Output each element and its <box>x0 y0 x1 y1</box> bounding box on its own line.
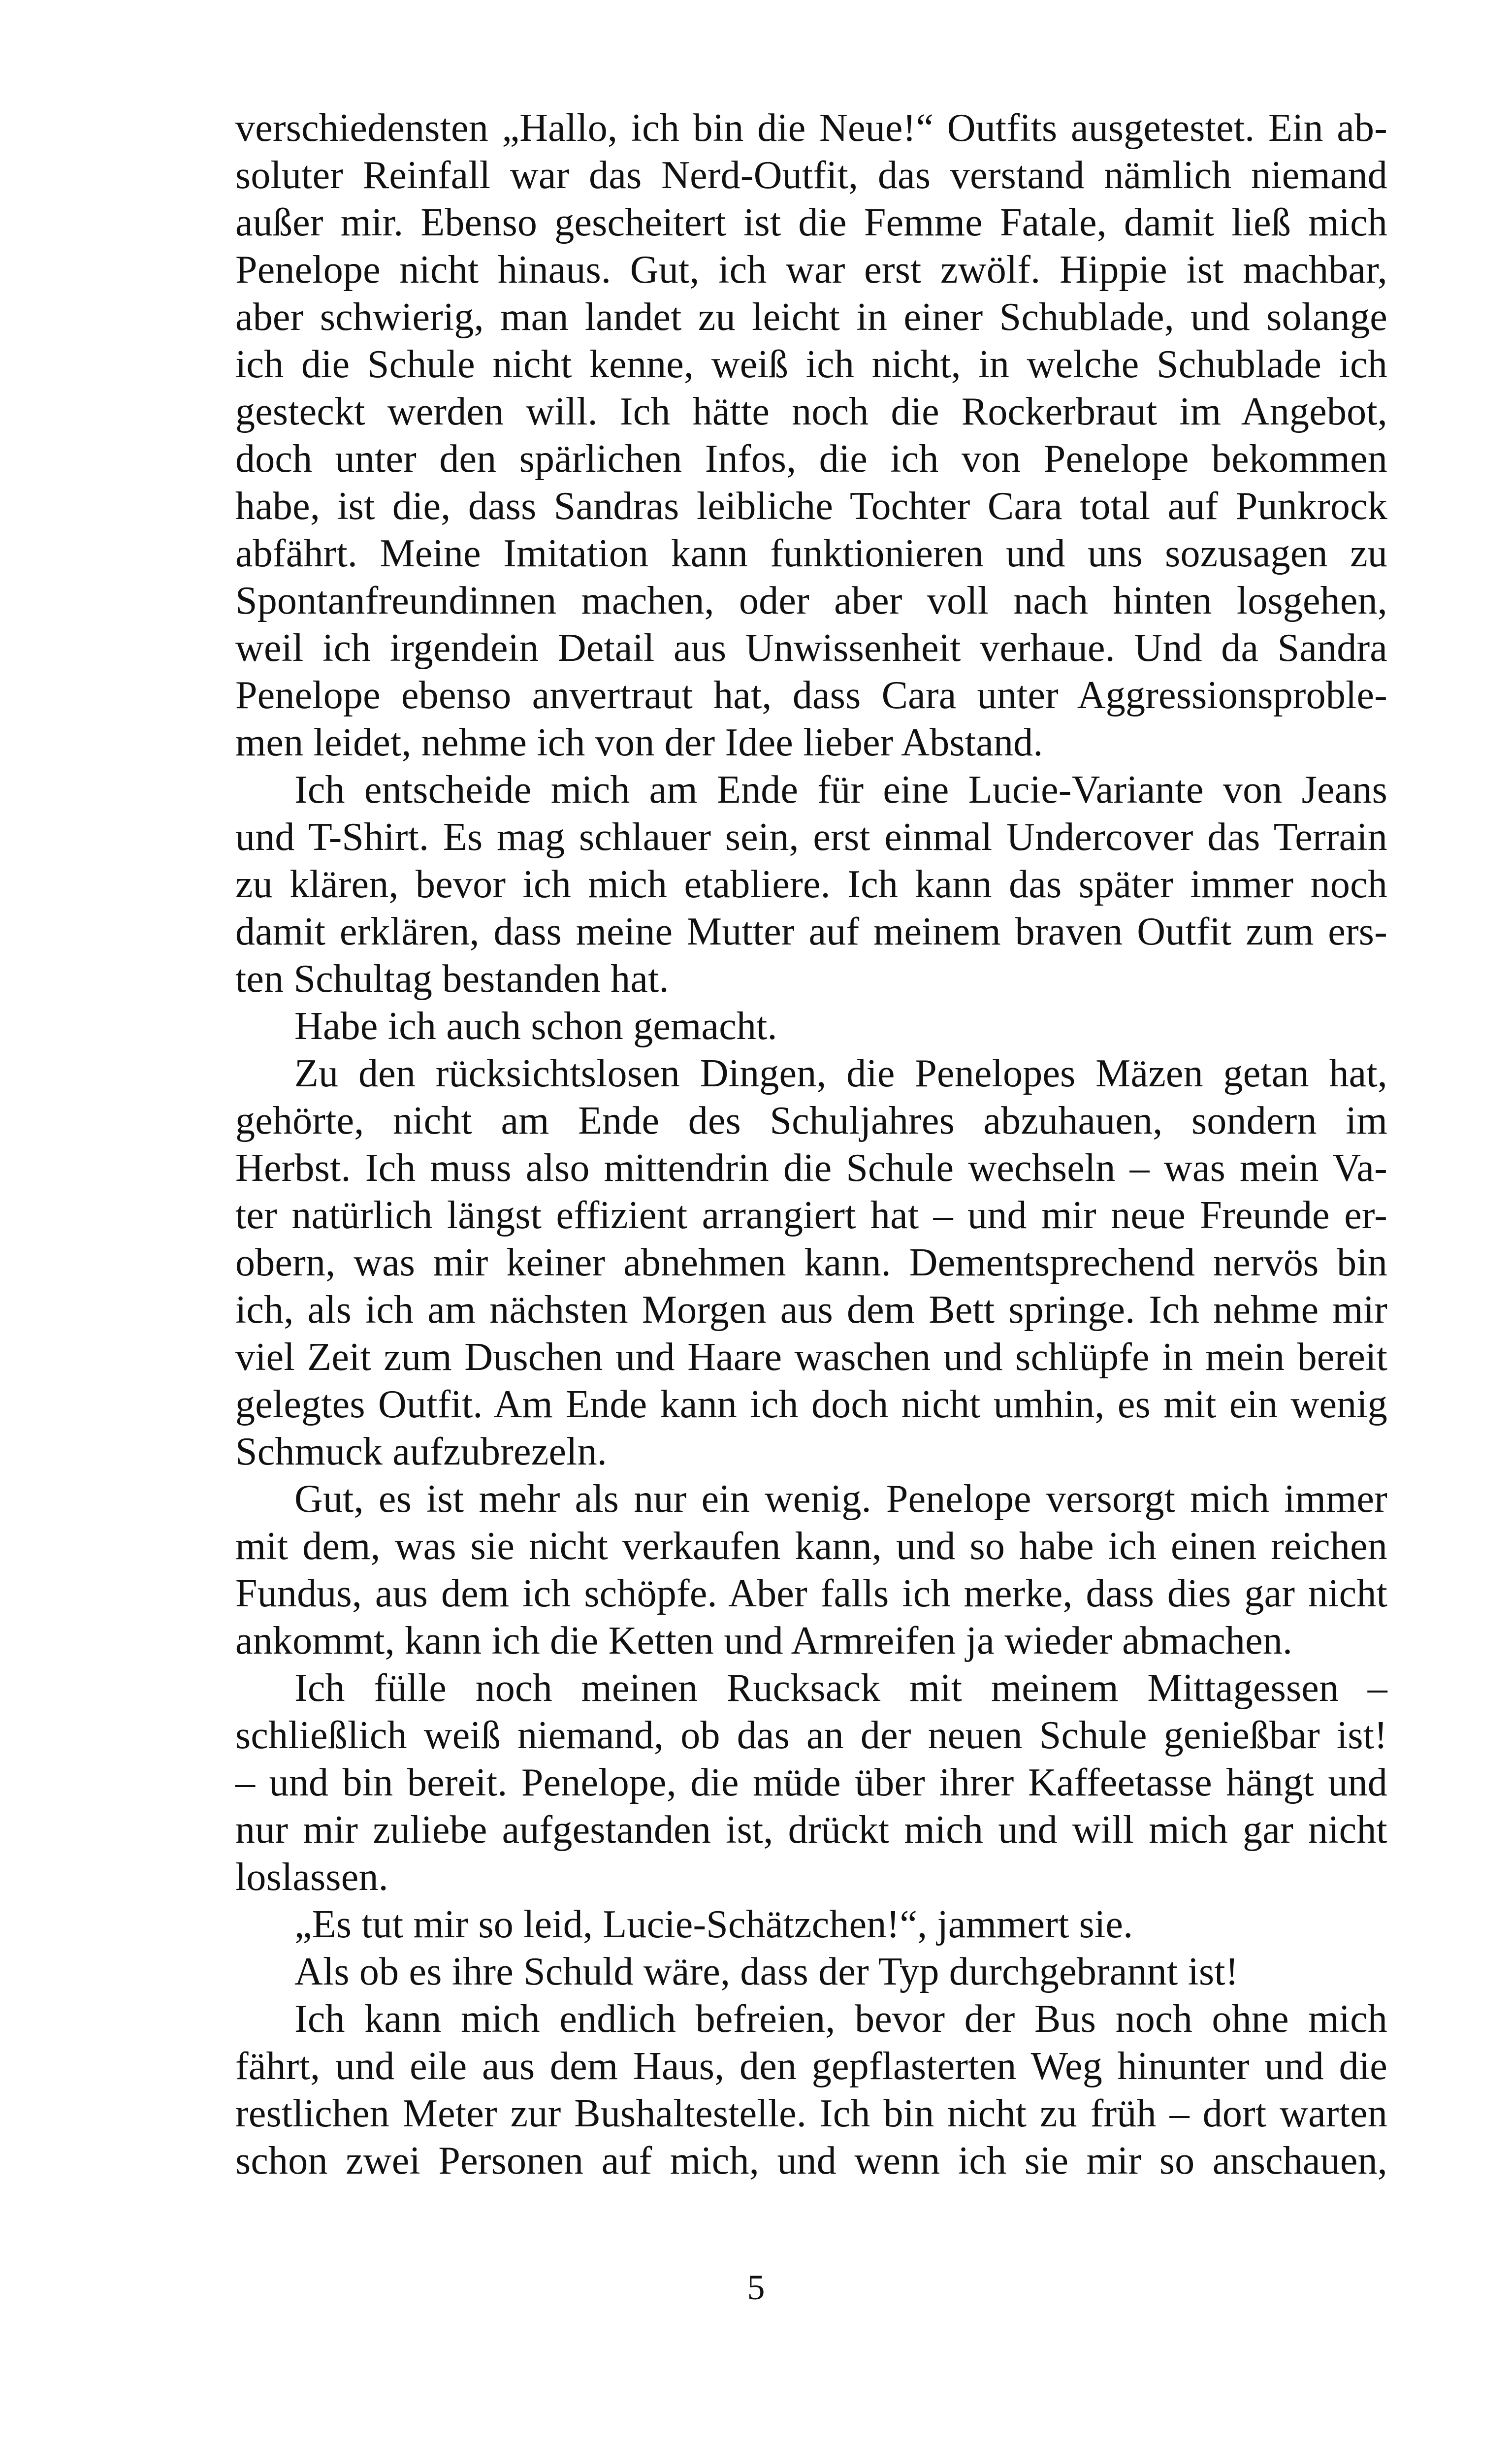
text-line: zu klären, bevor ich mich etabliere. Ich kann das später immer noch <box>235 863 1387 906</box>
text-line: Schmuck aufzubrezeln. <box>235 1430 607 1473</box>
text-line: ter natürlich längst effizient arrangiert hat – und mir neue Freunde er- <box>235 1194 1387 1237</box>
text-line: Spontanfreundinnen machen, oder aber voll nach hinten losgehen, <box>235 579 1387 622</box>
text-line: abfährt. Meine Imitation kann funktionieren und uns sozusagen zu <box>235 532 1387 575</box>
text-line: restlichen Meter zur Bushaltestelle. Ich bin nicht zu früh – dort warten <box>235 2092 1387 2135</box>
text-line: doch unter den spärlichen Infos, die ich von Penelope bekommen <box>235 437 1387 481</box>
text-line: nur mir zuliebe aufgestanden ist, drückt mich und will mich gar nicht <box>235 1808 1387 1852</box>
body-text <box>235 104 1387 2184</box>
text-line: Habe ich auch schon gemacht. <box>294 1005 777 1048</box>
page-number: 5 <box>747 2268 765 2307</box>
text-line: gehörte, nicht am Ende des Schuljahres abzuhauen, sondern im <box>235 1099 1387 1142</box>
text-line: fährt, und eile aus dem Haus, den gepflasterten Weg hinunter und die <box>235 2045 1387 2088</box>
text-line: – und bin bereit. Penelope, die müde über ihrer Kaffeetasse hängt und <box>235 1761 1387 1804</box>
text-line: habe, ist die, dass Sandras leibliche Tochter Cara total auf Punkrock <box>235 485 1387 528</box>
text-line: viel Zeit zum Duschen und Haare waschen und schlüpfe in mein bereit <box>235 1336 1387 1379</box>
text-line: weil ich irgendein Detail aus Unwissenheit verhaue. Und da Sandra <box>235 626 1387 670</box>
text-line: Penelope ebenso anvertraut hat, dass Cara unter Aggressionsproble- <box>235 674 1387 717</box>
text-line: Ich fülle noch meinen Rucksack mit meinem Mittagessen – <box>294 1666 1387 1710</box>
text-line: obern, was mir keiner abnehmen kann. Dementsprechend nervös bin <box>235 1241 1387 1284</box>
text-line: verschiedensten „Hallo, ich bin die Neue!“ Outfits ausgetestet. Ein ab- <box>235 106 1387 150</box>
text-line: Fundus, aus dem ich schöpfe. Aber falls ich merke, dass dies gar nicht <box>235 1572 1387 1615</box>
text-line: Gut, es ist mehr als nur ein wenig. Penelope versorgt mich immer <box>294 1477 1387 1521</box>
text-line: ich, als ich am nächsten Morgen aus dem Bett springe. Ich nehme mir <box>235 1288 1387 1332</box>
text-line: mit dem, was sie nicht verkaufen kann, und so habe ich einen reichen <box>235 1525 1387 1568</box>
text-line: „Es tut mir so leid, Lucie-Schätzchen!“, jammert sie. <box>294 1903 1133 1946</box>
text-line: Als ob es ihre Schuld wäre, dass der Typ durchgebrannt ist! <box>294 1950 1239 1993</box>
text-line: gesteckt werden will. Ich hätte noch die Rockerbraut im Angebot, <box>235 390 1387 433</box>
text-line: gelegtes Outfit. Am Ende kann ich doch nicht umhin, es mit ein wenig <box>235 1383 1387 1426</box>
text-line: schon zwei Personen auf mich, und wenn ich sie mir so anschauen, <box>235 2139 1387 2182</box>
text-line: ankommt, kann ich die Ketten und Armreifen ja wieder abmachen. <box>235 1619 1293 1662</box>
text-line: außer mir. Ebenso gescheitert ist die Femme Fatale, damit ließ mich <box>235 201 1387 244</box>
text-line: ten Schultag bestanden hat. <box>235 957 669 1001</box>
text-line: loslassen. <box>235 1856 388 1899</box>
text-line: Ich entscheide mich am Ende für eine Lucie-Variante von Jeans <box>294 768 1387 812</box>
text-line: ich die Schule nicht kenne, weiß ich nicht, in welche Schublade ich <box>235 343 1387 386</box>
text-line: damit erklären, dass meine Mutter auf meinem braven Outfit zum ers- <box>235 910 1387 953</box>
text-line: men leidet, nehme ich von der Idee lieber Abstand. <box>235 721 1043 764</box>
text-line: Ich kann mich endlich befreien, bevor der Bus noch ohne mich <box>294 1997 1387 2041</box>
text-line: soluter Reinfall war das Nerd-Outfit, das verstand nämlich niemand <box>235 154 1387 197</box>
text-line: Penelope nicht hinaus. Gut, ich war erst zwölf. Hippie ist machbar, <box>235 248 1387 292</box>
text-line: schließlich weiß niemand, ob das an der neuen Schule genießbar ist! <box>235 1714 1387 1757</box>
text-line: Zu den rücksichtslosen Dingen, die Penelopes Mäzen getan hat, <box>294 1052 1387 1095</box>
text-line: und T-Shirt. Es mag schlauer sein, erst einmal Undercover das Terrain <box>235 815 1387 859</box>
text-line: aber schwierig, man landet zu leicht in einer Schublade, und solange <box>235 295 1387 339</box>
text-line: Herbst. Ich muss also mittendrin die Schule wechseln – was mein Va- <box>235 1146 1387 1190</box>
